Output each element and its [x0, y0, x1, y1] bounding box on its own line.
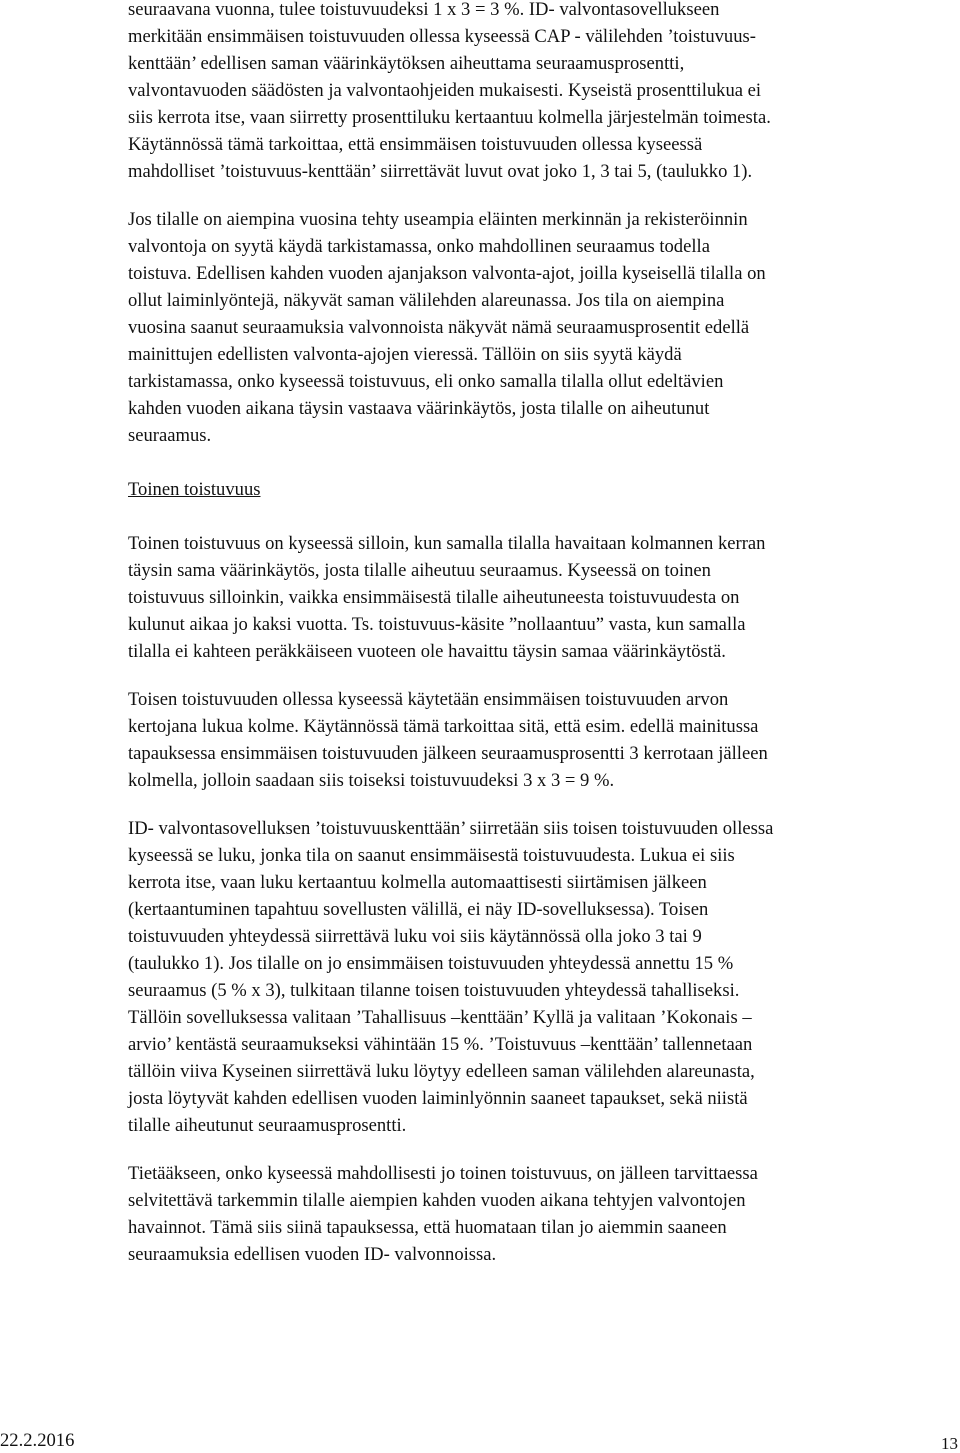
- text-line: mainittujen edellisten valvonta-ajojen vieressä. Tällöin on siis syytä käydä: [128, 344, 682, 365]
- text-line: tilalla ei kahteen peräkkäiseen vuoteen ole havaittu täysin samaa väärinkäytöstä.: [128, 641, 726, 662]
- paragraph-spacer: [128, 1139, 958, 1160]
- text-line: siis kerrota itse, vaan siirretty prosenttiluku kertaantuu kolmella järjestelmän toimesta.: [128, 107, 771, 128]
- paragraph-1: [128, 0, 958, 185]
- text-line: kertojana lukua kolme. Käytännössä tämä tarkoittaa sitä, että esim. edellä mainitussa: [128, 716, 759, 737]
- text-line: kenttään’ edellisen saman väärinkäytöksen aiheuttama seuraamusprosentti,: [128, 53, 685, 74]
- text-line: täysin sama väärinkäytös, josta tilalle aiheutuu seuraamus. Kyseessä on toinen: [128, 560, 711, 581]
- text-line: kahden vuoden aikana täysin vastaava väärinkäytös, josta tilalle on aiheutunut: [128, 398, 710, 419]
- text-line: (taulukko 1). Jos tilalle on jo ensimmäisen toistuvuuden yhteydessä annettu 15 %: [128, 953, 734, 974]
- text-line: josta löytyvät kahden edellisen vuoden laiminlyönnin saaneet tapaukset, sekä niistä: [128, 1088, 748, 1109]
- text-line: kulunut aikaa jo kaksi vuotta. Ts. toistuvuus-käsite ”nollaantuu” vasta, kun samalla: [128, 614, 746, 635]
- text-line: Tällöin sovelluksessa valitaan ’Tahallisuus –kenttään’ Kyllä ja valitaan ’Kokonais –: [128, 1007, 752, 1028]
- paragraph-5: [128, 815, 958, 1139]
- text-line: ID- valvontasovelluksen ’toistuvuuskenttään’ siirretään siis toisen toistuvuuden ollessa: [128, 818, 774, 839]
- paragraph-spacer: [128, 665, 958, 686]
- text-line: (kertaantuminen tapahtuu sovellusten välillä, ei näy ID-sovelluksessa). Toisen: [128, 899, 709, 920]
- text-line: vuosina saanut seuraamuksia valvonnoista näkyvät nämä seuraamusprosentit edellä: [128, 317, 750, 338]
- text-line: kolmella, jolloin saadaan siis toiseksi toistuvuudeksi 3 x 3 = 9 %.: [128, 770, 615, 791]
- text-line: tilalle aiheutunut seuraamusprosentti.: [128, 1115, 407, 1136]
- paragraph-spacer: [128, 449, 958, 476]
- text-line: toistuvuuden yhteydessä siirrettävä luku voi siis käytännössä olla joko 3 tai 9: [128, 926, 702, 947]
- page-number: 13: [941, 1434, 958, 1453]
- text-line: seuraamus (5 % x 3), tulkitaan tilanne toisen toistuvuuden yhteydessä tahalliseksi.: [128, 980, 740, 1001]
- text-line: Tietääkseen, onko kyseessä mahdollisesti jo toinen toistuvuus, on jälleen tarvittaessa: [128, 1163, 758, 1184]
- text-line: seuraavana vuonna, tulee toistuvuudeksi 1 x 3 = 3 %. ID- valvontasovellukseen: [128, 0, 720, 20]
- footer-date: 22.2.2016: [0, 1430, 75, 1451]
- text-line: tällöin viiva Kyseinen siirrettävä luku löytyy edelleen saman välilehden alareunasta,: [128, 1061, 755, 1082]
- paragraph-3: [128, 530, 958, 665]
- text-line: havainnot. Tämä siis siinä tapauksessa, että huomataan tilan jo aiemmin saaneen: [128, 1217, 727, 1238]
- text-line: merkitään ensimmäisen toistuvuuden ollessa kyseessä CAP - välilehden ’toistuvuus-: [128, 26, 756, 47]
- section-heading: Toinen toistuvuus: [128, 479, 261, 500]
- text-line: seuraamus.: [128, 425, 212, 446]
- paragraph-2: [128, 206, 958, 449]
- text-line: selvitettävä tarkemmin tilalle aiempien kahden vuoden aikana tehtyjen valvontojen: [128, 1190, 746, 1211]
- paragraph-spacer: [128, 503, 958, 530]
- paragraph-6: [128, 1160, 958, 1268]
- text-line: Jos tilalle on aiempina vuosina tehty useampia eläinten merkinnän ja rekisteröinnin: [128, 209, 748, 230]
- text-line: Käytännössä tämä tarkoittaa, että ensimmäisen toistuvuuden ollessa kyseessä: [128, 134, 703, 155]
- text-line: Toinen toistuvuus on kyseessä silloin, kun samalla tilalla havaitaan kolmannen kerran: [128, 533, 766, 554]
- text-line: tarkistamassa, onko kyseessä toistuvuus, eli onko samalla tilalla ollut edeltävien: [128, 371, 724, 392]
- text-line: tapauksessa ensimmäisen toistuvuuden jälkeen seuraamusprosentti 3 kerrotaan jälleen: [128, 743, 768, 764]
- paragraph-spacer: [128, 794, 958, 815]
- text-line: valvontoja on syytä käydä tarkistamassa, onko mahdollinen seuraamus todella: [128, 236, 710, 257]
- text-line: toistuvuus silloinkin, vaikka ensimmäisestä tilalle aiheutuneesta toistuvuudesta on: [128, 587, 740, 608]
- text-line: Toisen toistuvuuden ollessa kyseessä käytetään ensimmäisen toistuvuuden arvon: [128, 689, 729, 710]
- document-body: [128, 0, 958, 1268]
- paragraph-4: [128, 686, 958, 794]
- text-line: ollut laiminlyöntejä, näkyvät saman välilehden alareunassa. Jos tila on aiempina: [128, 290, 725, 311]
- text-line: kerrota itse, vaan luku kertaantuu kolmella automaattisesti siirtämisen jälkeen: [128, 872, 707, 893]
- text-line: toistuva. Edellisen kahden vuoden ajanjakson valvonta-ajot, joilla kyseisellä tilalla on: [128, 263, 766, 284]
- text-line: arvio’ kentästä seuraamukseksi vähintään 15 %. ’Toistuvuus –kenttään’ tallennetaan: [128, 1034, 753, 1055]
- text-line: kyseessä se luku, jonka tila on saanut ensimmäisestä toistuvuudesta. Lukua ei siis: [128, 845, 735, 866]
- text-line: seuraamuksia edellisen vuoden ID- valvonnoissa.: [128, 1244, 497, 1265]
- text-line: mahdolliset ’toistuvuus-kenttään’ siirrettävät luvut ovat joko 1, 3 tai 5, (taulukko 1).: [128, 161, 753, 182]
- text-line: valvontavuoden säädösten ja valvontaohjeiden mukaisesti. Kyseistä prosenttilukua ei: [128, 80, 762, 101]
- paragraph-spacer: [128, 185, 958, 206]
